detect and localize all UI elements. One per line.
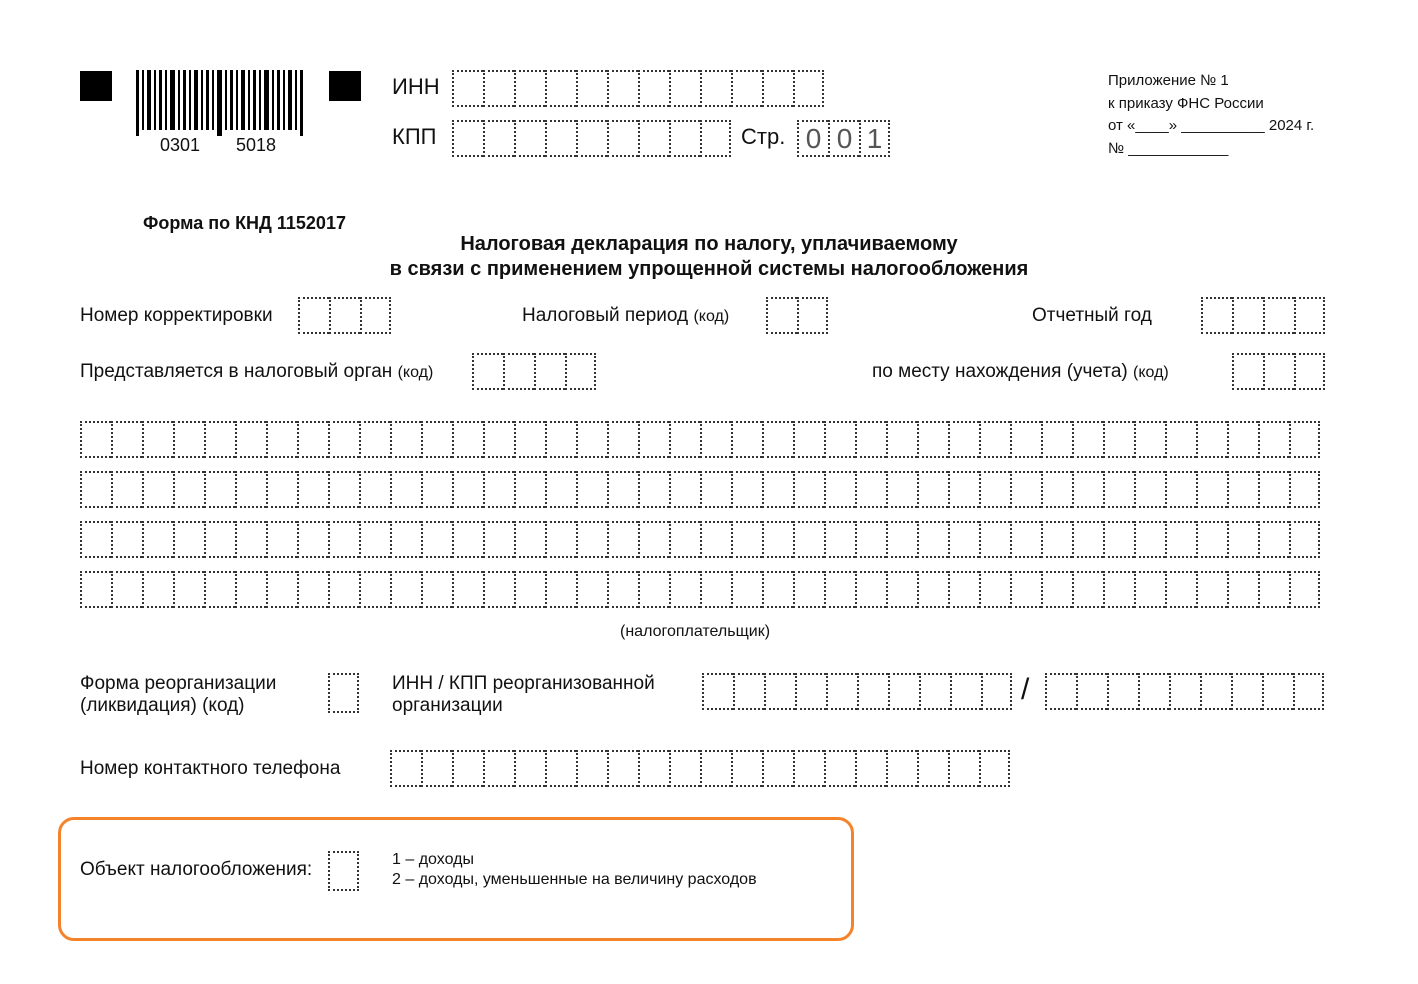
taxpayer-name-cell[interactable] <box>483 421 514 458</box>
reorg-form-label <box>80 673 276 717</box>
location-label <box>872 361 1169 384</box>
taxpayer-name-cell[interactable] <box>1072 421 1103 458</box>
tax-object-label: Объект налогообложения: <box>80 859 313 880</box>
phone-cell[interactable] <box>700 750 731 787</box>
phone-cell[interactable] <box>917 750 948 787</box>
phone-cell[interactable] <box>948 750 979 787</box>
taxpayer-name-cell[interactable] <box>793 521 824 558</box>
taxpayer-name-cell[interactable] <box>607 471 638 508</box>
taxpayer-name-cell[interactable] <box>1041 421 1072 458</box>
taxpayer-name-cell[interactable] <box>1041 471 1072 508</box>
taxpayer-name-cell[interactable] <box>483 471 514 508</box>
taxpayer-name-cell[interactable] <box>421 471 452 508</box>
tax-authority-cells[interactable] <box>472 353 596 390</box>
tax-period-text: Налоговый период <box>522 305 689 326</box>
approval-line: Приложение № 1 <box>1108 72 1229 89</box>
tax-object-cell[interactable] <box>328 851 359 891</box>
taxpayer-name-cell[interactable] <box>142 571 173 608</box>
taxpayer-name-cell[interactable] <box>235 421 266 458</box>
taxpayer-name-cell[interactable] <box>669 521 700 558</box>
taxpayer-name-cell[interactable] <box>855 571 886 608</box>
taxpayer-name-cell[interactable] <box>855 421 886 458</box>
taxpayer-name-cell[interactable] <box>731 521 762 558</box>
taxpayer-name-cell[interactable] <box>1010 521 1041 558</box>
taxpayer-name-cell[interactable] <box>824 571 855 608</box>
correction-number-label: Номер корректировки <box>80 305 273 326</box>
taxpayer-name-cell[interactable] <box>917 571 948 608</box>
taxpayer-name-cell[interactable] <box>607 571 638 608</box>
page-title <box>0 232 1418 282</box>
taxpayer-name-cell[interactable] <box>297 571 328 608</box>
taxpayer-name-cell[interactable] <box>576 471 607 508</box>
taxpayer-name-cell[interactable] <box>731 421 762 458</box>
location-cells[interactable] <box>1232 353 1325 390</box>
taxpayer-name-cell[interactable] <box>1010 571 1041 608</box>
taxpayer-name-cell[interactable] <box>483 571 514 608</box>
reorg-form-line: Форма реорганизации <box>80 673 277 694</box>
taxpayer-name-cell[interactable] <box>1196 571 1227 608</box>
taxpayer-name-cell[interactable] <box>1289 471 1320 508</box>
taxpayer-name-cell[interactable] <box>173 521 204 558</box>
phone-cell[interactable] <box>607 750 638 787</box>
taxpayer-name-cell[interactable] <box>1227 571 1258 608</box>
taxpayer-name-cell[interactable] <box>204 471 235 508</box>
taxpayer-name-cell[interactable] <box>173 571 204 608</box>
taxpayer-name-cell[interactable] <box>824 521 855 558</box>
taxpayer-name-cell[interactable] <box>1165 571 1196 608</box>
taxpayer-name-cell[interactable] <box>1134 421 1165 458</box>
taxpayer-name-cell[interactable] <box>514 571 545 608</box>
phone-cell[interactable] <box>576 750 607 787</box>
taxpayer-name-cell[interactable] <box>576 421 607 458</box>
taxpayer-name-cell[interactable] <box>793 421 824 458</box>
taxpayer-name-cell[interactable] <box>1072 571 1103 608</box>
knd-code: Форма по КНД 1152017 <box>143 213 346 233</box>
taxpayer-name-cell[interactable] <box>328 471 359 508</box>
taxpayer-name-cell[interactable] <box>235 471 266 508</box>
taxpayer-name-cell[interactable] <box>235 521 266 558</box>
phone-cells[interactable] <box>390 750 1010 787</box>
taxpayer-name-cell[interactable] <box>762 421 793 458</box>
barcode-number-left: 0301 <box>160 135 201 155</box>
taxpayer-name-cell[interactable] <box>979 521 1010 558</box>
taxpayer-name-cell[interactable] <box>359 421 390 458</box>
taxpayer-name-cell[interactable] <box>638 421 669 458</box>
taxpayer-name-cell[interactable] <box>1196 521 1227 558</box>
taxpayer-name-cell[interactable] <box>700 471 731 508</box>
kpp-label: КПП <box>392 124 437 149</box>
phone-cell[interactable] <box>793 750 824 787</box>
taxpayer-name-cell[interactable] <box>886 521 917 558</box>
taxpayer-name-cell[interactable] <box>1258 421 1289 458</box>
taxpayer-name-cell[interactable] <box>1165 471 1196 508</box>
report-year-cells[interactable] <box>1201 297 1325 334</box>
taxpayer-name-cell[interactable] <box>886 471 917 508</box>
taxpayer-name-cell[interactable] <box>1196 421 1227 458</box>
tax-period-code-hint: (код) <box>693 308 730 325</box>
phone-cell[interactable] <box>545 750 576 787</box>
taxpayer-name-cell[interactable] <box>297 471 328 508</box>
taxpayer-name-cell[interactable] <box>1227 421 1258 458</box>
taxpayer-name-cell[interactable] <box>1289 521 1320 558</box>
taxpayer-name-cell[interactable] <box>1258 571 1289 608</box>
taxpayer-name-cell[interactable] <box>638 571 669 608</box>
taxpayer-name-cell[interactable] <box>545 571 576 608</box>
taxpayer-name-cell[interactable] <box>421 421 452 458</box>
barcode <box>136 70 306 136</box>
approval-line: к приказу ФНС России <box>1108 94 1264 112</box>
inn-label: ИНН <box>392 74 440 99</box>
taxpayer-name-cell[interactable] <box>421 521 452 558</box>
taxpayer-name-cell[interactable] <box>235 571 266 608</box>
taxpayer-name-cell[interactable] <box>111 421 142 458</box>
phone-cell[interactable] <box>483 750 514 787</box>
registration-marker-left <box>80 71 112 101</box>
approval-block <box>1108 70 1314 160</box>
taxpayer-name-cell[interactable] <box>979 571 1010 608</box>
phone-cell[interactable] <box>638 750 669 787</box>
tax-authority-code-hint: (код) <box>397 364 434 381</box>
taxpayer-name-cell[interactable] <box>700 571 731 608</box>
taxpayer-name-cell[interactable] <box>855 471 886 508</box>
page-digit: 0 <box>797 120 828 157</box>
taxpayer-name-cell[interactable] <box>793 471 824 508</box>
taxpayer-name-cell[interactable] <box>266 421 297 458</box>
taxpayer-name-cell[interactable] <box>173 471 204 508</box>
phone-cell[interactable] <box>886 750 917 787</box>
title-line: Налоговая декларация по налогу, уплачиваемому <box>460 233 958 255</box>
taxpayer-name-cell[interactable] <box>700 421 731 458</box>
taxpayer-name-cell[interactable] <box>545 421 576 458</box>
taxpayer-name-cell[interactable] <box>452 571 483 608</box>
taxpayer-name-cell[interactable] <box>700 521 731 558</box>
taxpayer-name-cell[interactable] <box>266 521 297 558</box>
taxpayer-name-cell[interactable] <box>638 471 669 508</box>
taxpayer-name-cell[interactable] <box>1289 421 1320 458</box>
taxpayer-name-cell[interactable] <box>1227 471 1258 508</box>
taxpayer-name-cell[interactable] <box>762 471 793 508</box>
taxpayer-name-cell[interactable] <box>390 421 421 458</box>
taxpayer-name-cell[interactable] <box>1072 471 1103 508</box>
taxpayer-name-cell[interactable] <box>669 421 700 458</box>
taxpayer-name-cell[interactable] <box>514 521 545 558</box>
taxpayer-name-cell[interactable] <box>1103 471 1134 508</box>
taxpayer-name-cell[interactable] <box>607 521 638 558</box>
taxpayer-name-cell[interactable] <box>731 571 762 608</box>
reorg-inn-line: ИНН / КПП реорганизованной <box>392 673 655 694</box>
title-line: в связи с применением упрощенной системы налогообложения <box>389 258 1029 280</box>
registration-marker-right <box>329 71 361 101</box>
taxpayer-name-cell[interactable] <box>576 571 607 608</box>
taxpayer-name-cell[interactable] <box>886 571 917 608</box>
taxpayer-name-cell[interactable] <box>731 471 762 508</box>
taxpayer-name-cell[interactable] <box>80 571 111 608</box>
phone-cell[interactable] <box>390 750 421 787</box>
taxpayer-name-cell[interactable] <box>514 471 545 508</box>
taxpayer-name-cell[interactable] <box>762 571 793 608</box>
taxpayer-name-cell[interactable] <box>359 571 390 608</box>
correction-number-cells[interactable] <box>298 297 391 334</box>
taxpayer-name-cell[interactable] <box>266 471 297 508</box>
page-digit: 1 <box>859 120 890 157</box>
report-year-label: Отчетный год <box>1032 305 1152 326</box>
phone-cell[interactable] <box>452 750 483 787</box>
taxpayer-name-cell[interactable] <box>390 521 421 558</box>
taxpayer-name-cell[interactable] <box>173 421 204 458</box>
taxpayer-name-cell[interactable] <box>1134 471 1165 508</box>
taxpayer-name-cell[interactable] <box>1010 471 1041 508</box>
taxpayer-name-cell[interactable] <box>1010 421 1041 458</box>
taxpayer-name-cell[interactable] <box>979 421 1010 458</box>
taxpayer-name-cell[interactable] <box>793 571 824 608</box>
page-label: Стр. <box>741 124 786 149</box>
taxpayer-name-cell[interactable] <box>142 471 173 508</box>
inn-cells[interactable] <box>452 70 824 107</box>
taxpayer-name-cell[interactable] <box>545 471 576 508</box>
taxpayer-name-cell[interactable] <box>80 471 111 508</box>
location-code-hint: (код) <box>1133 364 1169 381</box>
taxpayer-name-cell[interactable] <box>1165 421 1196 458</box>
taxpayer-name-cell[interactable] <box>1103 571 1134 608</box>
phone-cell[interactable] <box>762 750 793 787</box>
location-text: по месту нахождения (учета) <box>872 361 1128 382</box>
taxpayer-name-row[interactable] <box>80 571 1320 608</box>
tax-object-option-2: 2 – доходы, уменьшенные на величину расходов <box>392 871 757 888</box>
taxpayer-name-cell[interactable] <box>1072 521 1103 558</box>
taxpayer-name-cell[interactable] <box>1041 571 1072 608</box>
taxpayer-name-cell[interactable] <box>824 421 855 458</box>
taxpayer-name-cell[interactable] <box>855 521 886 558</box>
taxpayer-name-cell[interactable] <box>948 421 979 458</box>
taxpayer-name-cell[interactable] <box>390 471 421 508</box>
page-number-cells <box>797 120 890 157</box>
taxpayer-name-cell[interactable] <box>607 421 638 458</box>
taxpayer-name-cell[interactable] <box>1041 521 1072 558</box>
taxpayer-name-cell[interactable] <box>328 421 359 458</box>
reorg-inn-line: организации <box>392 695 503 716</box>
taxpayer-name-cell[interactable] <box>638 521 669 558</box>
barcode-number-right: 5018 <box>236 135 277 155</box>
taxpayer-name-cell[interactable] <box>576 521 607 558</box>
taxpayer-name-cell[interactable] <box>1196 471 1227 508</box>
taxpayer-name-cell[interactable] <box>545 521 576 558</box>
kpp-cells[interactable] <box>452 120 731 157</box>
taxpayer-name-cell[interactable] <box>142 421 173 458</box>
taxpayer-name-cell[interactable] <box>1103 421 1134 458</box>
taxpayer-name-cell[interactable] <box>297 521 328 558</box>
tax-authority-text: Представляется в налоговый орган <box>80 361 393 382</box>
taxpayer-name-cell[interactable] <box>824 471 855 508</box>
tax-period-label <box>522 305 729 328</box>
phone-cell[interactable] <box>979 750 1010 787</box>
phone-label: Номер контактного телефона <box>80 758 341 779</box>
taxpayer-name-cell[interactable] <box>452 421 483 458</box>
page-digit: 0 <box>828 120 859 157</box>
taxpayer-name-cell[interactable] <box>111 571 142 608</box>
taxpayer-name-row[interactable] <box>80 421 1320 458</box>
taxpayer-name-cell[interactable] <box>514 421 545 458</box>
phone-cell[interactable] <box>824 750 855 787</box>
taxpayer-name-cell[interactable] <box>1103 521 1134 558</box>
taxpayer-name-cell[interactable] <box>1258 521 1289 558</box>
taxpayer-name-cell[interactable] <box>1165 521 1196 558</box>
taxpayer-name-cell[interactable] <box>80 421 111 458</box>
taxpayer-name-cell[interactable] <box>204 571 235 608</box>
taxpayer-name-cell[interactable] <box>80 521 111 558</box>
reorg-inn-label <box>392 673 655 717</box>
approval-line: от «____» __________ 2024 г. <box>1108 117 1315 134</box>
taxpayer-name-cell[interactable] <box>1227 521 1258 558</box>
reorg-slash: / <box>1021 673 1030 706</box>
tax-object-option-1: 1 – доходы <box>392 851 474 868</box>
taxpayer-name-cell[interactable] <box>204 521 235 558</box>
taxpayer-name-cell[interactable] <box>948 571 979 608</box>
tax-period-cells[interactable] <box>766 297 828 334</box>
taxpayer-name-cell[interactable] <box>1258 471 1289 508</box>
taxpayer-name-cell[interactable] <box>917 471 948 508</box>
taxpayer-name-cell[interactable] <box>328 521 359 558</box>
taxpayer-name-cell[interactable] <box>979 471 1010 508</box>
taxpayer-name-cell[interactable] <box>142 521 173 558</box>
reorg-form-cells[interactable] <box>328 673 359 713</box>
taxpayer-name-row[interactable] <box>80 471 1320 508</box>
taxpayer-name-cell[interactable] <box>204 421 235 458</box>
reorg-kpp-cells[interactable] <box>1045 673 1324 710</box>
taxpayer-caption: (налогоплательщик) <box>620 623 771 640</box>
taxpayer-name-cell[interactable] <box>1289 571 1320 608</box>
reorg-form-line: (ликвидация) (код) <box>80 695 245 716</box>
taxpayer-name-cell[interactable] <box>669 571 700 608</box>
reorg-inn-cells[interactable] <box>702 673 1012 710</box>
taxpayer-name-cell[interactable] <box>111 521 142 558</box>
taxpayer-name-cell[interactable] <box>390 571 421 608</box>
taxpayer-name-cell[interactable] <box>948 521 979 558</box>
taxpayer-name-row[interactable] <box>80 521 1320 558</box>
taxpayer-name-cell[interactable] <box>452 521 483 558</box>
taxpayer-name-cell[interactable] <box>421 571 452 608</box>
taxpayer-name-cell[interactable] <box>917 421 948 458</box>
phone-cell[interactable] <box>855 750 886 787</box>
taxpayer-name-cell[interactable] <box>328 571 359 608</box>
taxpayer-name-cell[interactable] <box>1134 521 1165 558</box>
tax-authority-label <box>80 361 433 384</box>
taxpayer-name-cell[interactable] <box>297 421 328 458</box>
taxpayer-name-cell[interactable] <box>452 471 483 508</box>
taxpayer-name-cell[interactable] <box>111 471 142 508</box>
approval-line: № ____________ <box>1108 139 1229 157</box>
taxpayer-name-cell[interactable] <box>483 521 514 558</box>
phone-cell[interactable] <box>421 750 452 787</box>
taxpayer-name-cell[interactable] <box>917 521 948 558</box>
taxpayer-name-cell[interactable] <box>359 471 390 508</box>
taxpayer-name-cell[interactable] <box>762 521 793 558</box>
phone-cell[interactable] <box>669 750 700 787</box>
taxpayer-name-cell[interactable] <box>1134 571 1165 608</box>
taxpayer-name-cell[interactable] <box>669 471 700 508</box>
phone-cell[interactable] <box>514 750 545 787</box>
taxpayer-name-cell[interactable] <box>886 421 917 458</box>
phone-cell[interactable] <box>731 750 762 787</box>
taxpayer-name-cell[interactable] <box>359 521 390 558</box>
taxpayer-name-cell[interactable] <box>948 471 979 508</box>
taxpayer-name-cell[interactable] <box>266 571 297 608</box>
